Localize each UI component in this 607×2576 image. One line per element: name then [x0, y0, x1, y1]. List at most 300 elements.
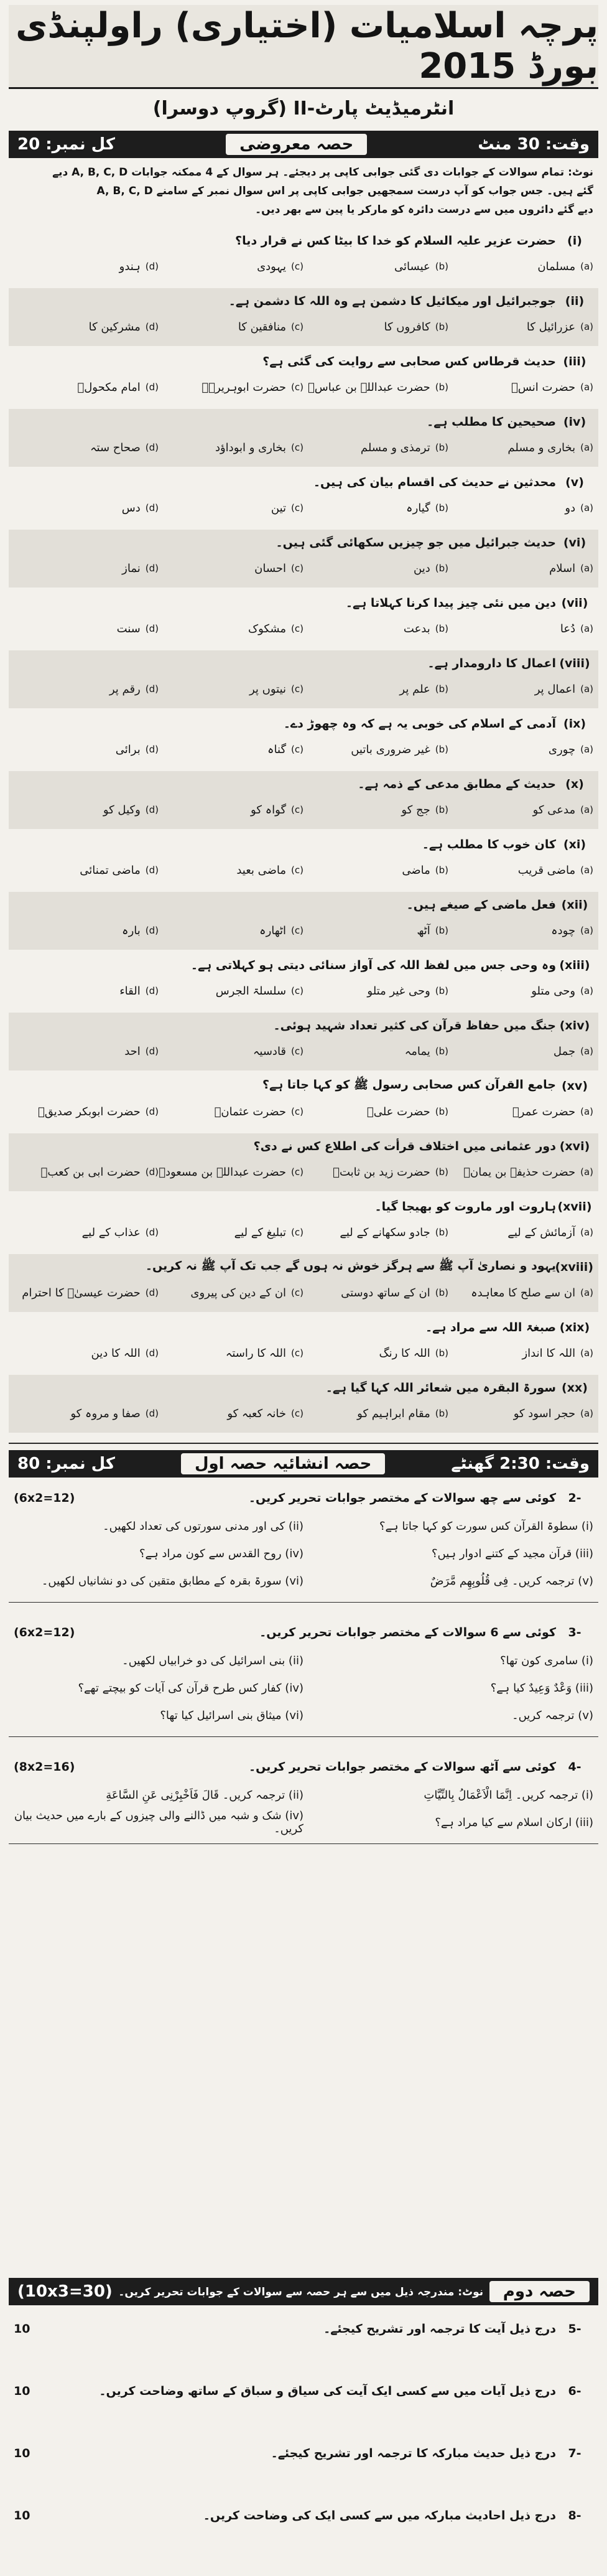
- mcq-option: [448, 743, 593, 756]
- subjective-item-row: [14, 1515, 593, 1537]
- question-marks: (8x2=16): [14, 1760, 75, 1774]
- long-question: [14, 2443, 593, 2464]
- mcq-options: [14, 557, 593, 579]
- option-text: جادو سکھانے کے لیے: [340, 1225, 430, 1239]
- option-text: مشرکین کا: [88, 320, 141, 334]
- mcq-question: [14, 894, 593, 916]
- option-text: صحاح ستہ: [90, 441, 141, 454]
- mcq-option: [448, 1347, 593, 1360]
- option-text: حضرت عمرؓ: [512, 1105, 576, 1118]
- mcq-option: [159, 260, 304, 273]
- part2-note: نوٹ: مندرجہ ذیل میں سے ہر حصہ سے سوالات کے جوابات تحریر کریں۔: [118, 2285, 484, 2298]
- mcq-option: [304, 321, 448, 334]
- objective-marks: کل نمبر: 20: [17, 135, 115, 154]
- subjective-item-row: [14, 1542, 593, 1565]
- question-marks: (6x2=12): [14, 1626, 75, 1639]
- mcq-text: حضرت عزیر علیہ السلام کو خدا کا بیٹا کس نے قرار دیا؟: [235, 234, 556, 248]
- objective-note: [14, 163, 593, 219]
- option-letter: (a): [580, 563, 593, 574]
- option-letter: (b): [435, 321, 448, 332]
- option-letter: (b): [435, 1408, 448, 1419]
- mcq-text: جامع القرآن کس صحابی رسول ﷺ کو کہا جاتا ہے؟: [262, 1078, 556, 1092]
- option-letter: (c): [291, 744, 304, 755]
- mcq-number: (vi): [563, 536, 586, 550]
- option-text: تین: [271, 501, 287, 515]
- option-letter: (c): [291, 382, 304, 393]
- mcq-options: [14, 980, 593, 1002]
- mcq-number: (xiii): [559, 958, 590, 972]
- subjective-item: (ii) کی اور مدنی سورتوں کی تعداد لکھیں۔: [103, 1519, 304, 1533]
- mcq-option: [448, 502, 593, 515]
- option-text: اللہ کا دین: [91, 1346, 141, 1360]
- option-letter: (a): [580, 261, 593, 272]
- option-text: تبلیغ کے لیے: [234, 1225, 287, 1239]
- option-text: اعمال پر: [534, 682, 576, 696]
- option-letter: (c): [291, 804, 304, 815]
- mcq-option: [14, 803, 159, 817]
- option-letter: (b): [435, 1166, 448, 1178]
- option-letter: (b): [435, 1287, 448, 1298]
- option-text: قادسیہ: [253, 1044, 287, 1058]
- option-letter: (c): [291, 683, 304, 695]
- mcq-question: [14, 230, 593, 251]
- mcq-option: [159, 381, 304, 394]
- mcq-option: [448, 683, 593, 696]
- mcq-option: [304, 1286, 448, 1300]
- mcq-text: محدثین نے حدیث کی اقسام بیان کی ہیں۔: [313, 475, 556, 489]
- mcq-text: ہاروت اور ماروت کو بھیجا گیا۔: [374, 1200, 556, 1214]
- option-letter: (b): [435, 683, 448, 695]
- mcq-option: [159, 1286, 304, 1300]
- option-text: چودہ: [551, 924, 576, 937]
- option-letter: (b): [435, 442, 448, 453]
- option-text: غیر ضروری باتیں: [351, 742, 430, 756]
- mcq-option: [448, 260, 593, 273]
- mcq-options: [14, 1402, 593, 1425]
- mcq-number: (xix): [559, 1321, 590, 1334]
- mcq-question: [14, 411, 593, 433]
- option-letter: (b): [435, 261, 448, 272]
- mcq-option: [304, 1105, 448, 1118]
- option-text: ان کے دین کی پیروی: [190, 1286, 287, 1300]
- subjective-time: وقت: 2:30 گھنٹے: [451, 1454, 590, 1473]
- subjective-item: (iii) ارکان اسلام سے کیا مراد ہے؟: [435, 1815, 593, 1829]
- mcq-option: [448, 381, 593, 394]
- mcq-question: [14, 592, 593, 614]
- question-marks: 10: [14, 2384, 30, 2398]
- option-letter: (d): [145, 1408, 159, 1419]
- mcq-option: [14, 864, 159, 877]
- option-letter: (c): [291, 442, 304, 453]
- mcq-number: (v): [565, 475, 584, 489]
- option-letter: (a): [580, 1106, 593, 1117]
- mcq-number: (iii): [563, 355, 586, 368]
- mcq-text: حدیث جبرائیل میں جو چیزیں سکھائی گئی ہیں۔: [276, 536, 556, 550]
- question-instruction: کوئی سے 6 سوالات کے مختصر جوابات تحریر کریں۔: [259, 1626, 556, 1639]
- mcq-option: [14, 562, 159, 575]
- option-text: وحی متلو: [531, 984, 576, 998]
- option-text: علم پر: [399, 682, 430, 696]
- option-letter: (a): [580, 864, 593, 876]
- subjective-divider: [9, 1602, 598, 1603]
- option-letter: (a): [580, 1287, 593, 1298]
- subjective-question-heading: [14, 1756, 593, 1777]
- mcq-text: جنگ میں حفاظ قرآن کی کثیر تعداد شہید ہوئی۔: [273, 1019, 556, 1033]
- option-text: امام مکحولؒ: [77, 380, 141, 394]
- mcq-option: [304, 985, 448, 998]
- subjective-item: (i) سامری کون تھا؟: [500, 1654, 593, 1667]
- mcq-option: [14, 622, 159, 635]
- mcq-question: [14, 351, 593, 372]
- option-letter: (a): [580, 925, 593, 936]
- mcq-option: [304, 924, 448, 937]
- option-text: حضرت ابوہریرہؓ: [202, 380, 287, 394]
- mcq-option: [159, 1407, 304, 1420]
- mcq-option: [14, 1407, 159, 1420]
- option-letter: (d): [145, 744, 159, 755]
- mcq-option: [448, 1286, 593, 1300]
- mcq-option: [304, 441, 448, 454]
- mcq-option: [448, 1407, 593, 1420]
- mcq-question: [14, 1015, 593, 1036]
- mcq-options: [14, 1161, 593, 1183]
- option-text: رقم پر: [109, 682, 141, 696]
- mcq-option: [14, 985, 159, 998]
- option-text: برائی: [115, 742, 141, 756]
- subjective-item: (iv) روح القدس سے کون مراد ہے؟: [139, 1547, 304, 1560]
- question-number: -8: [568, 2509, 582, 2522]
- mcq-text: کان خوب کا مطلب ہے۔: [422, 838, 556, 851]
- paper-title: پرچہ اسلامیات (اختیاری) راولپنڈی بورڈ 2015: [9, 5, 598, 89]
- subjective-item: (v) ترجمہ کریں۔ فِی قُلُوبِهِم مَّرَضٌ: [430, 1574, 593, 1588]
- mcq-text: حدیث قرطاس کس صحابی سے روایت کی گئی ہے؟: [262, 355, 556, 368]
- option-text: بخاری و ابوداؤد: [215, 441, 287, 454]
- option-letter: (a): [580, 1408, 593, 1419]
- option-letter: (a): [580, 321, 593, 332]
- mcq-option: [159, 803, 304, 817]
- option-text: مشکوک: [248, 622, 287, 635]
- option-letter: (c): [291, 1227, 304, 1238]
- subjective-header-bar: [9, 1450, 598, 1478]
- option-text: چوری: [548, 742, 576, 756]
- option-text: دُعا: [560, 622, 576, 635]
- mcq-number: (x): [565, 777, 584, 791]
- subjective-item: (vi) سورۃ بقرہ کے مطابق متقین کی دو نشانیاں لکھیں۔: [41, 1574, 304, 1588]
- option-text: ماضی تمنائی: [80, 863, 141, 877]
- subjective-item-row: [14, 1811, 593, 1834]
- mcq-options: [14, 1281, 593, 1304]
- mcq-option: [14, 743, 159, 756]
- subjective-divider: [9, 1736, 598, 1737]
- mcq-option: [14, 381, 159, 394]
- mcq-option: [304, 260, 448, 273]
- long-question: [14, 2381, 593, 2402]
- mcq-question: [14, 1377, 593, 1398]
- mcq-option: [304, 622, 448, 635]
- option-text: یمامہ: [404, 1044, 430, 1058]
- mcq-options: [14, 738, 593, 761]
- mcq-options: [14, 316, 593, 338]
- mcq-option: [159, 1105, 304, 1118]
- mcq-option: [159, 321, 304, 334]
- mcq-number: (xvi): [559, 1140, 590, 1153]
- option-text: حضرت زید بن ثابتؓ: [333, 1165, 430, 1179]
- option-text: مقام ابراہیم کو: [357, 1407, 430, 1420]
- subjective-item: (i) ترجمہ کریں۔ اِنَّمَا الْاَعْمَالُ بِالنِّيَّاتِ: [424, 1788, 593, 1802]
- option-letter: (d): [145, 442, 159, 453]
- option-text: گیارہ: [406, 501, 430, 515]
- option-letter: (a): [580, 683, 593, 695]
- option-text: منافقین کا: [238, 320, 287, 334]
- option-text: دو: [565, 501, 576, 515]
- option-letter: (d): [145, 623, 159, 634]
- subjective-item-row: [14, 1704, 593, 1726]
- option-letter: (c): [291, 502, 304, 513]
- mcq-number: (xviii): [555, 1260, 593, 1274]
- subjective-marks: کل نمبر: 80: [17, 1454, 115, 1473]
- mcq-option: [448, 924, 593, 937]
- mcq-option: [304, 1407, 448, 1420]
- mcq-option: [14, 1166, 159, 1179]
- mcq-option: [159, 743, 304, 756]
- option-text: احد: [124, 1044, 141, 1058]
- option-letter: (d): [145, 1106, 159, 1117]
- mcq-text: سورۃ البقرہ میں شعائر اللہ کہا گیا ہے۔: [325, 1381, 556, 1395]
- subjective-item: (iii) وَعْدٌ وَعِيدٌ کیا ہے؟: [490, 1681, 593, 1695]
- option-letter: (a): [580, 623, 593, 634]
- option-text: حضرت عبداللہ بن مسعودؓ: [159, 1165, 287, 1179]
- option-letter: (d): [145, 1166, 159, 1178]
- option-text: گناہ: [267, 742, 287, 756]
- subjective-divider: [9, 1843, 598, 1844]
- mcq-options: [14, 436, 593, 459]
- mcq-option: [14, 1226, 159, 1239]
- option-text: بخاری و مسلم: [507, 441, 576, 454]
- mcq-option: [448, 864, 593, 877]
- option-letter: (c): [291, 1106, 304, 1117]
- question-number: -7: [568, 2447, 582, 2460]
- mcq-text: وہ وحی جس میں لفظ اللہ کی آواز سنائی دیتی ہو کہلاتی ہے۔: [190, 958, 556, 972]
- mcq-option: [448, 803, 593, 817]
- subjective-item-row: [14, 1570, 593, 1592]
- option-letter: (c): [291, 925, 304, 936]
- option-text: ہندو: [119, 260, 141, 273]
- option-letter: (b): [435, 744, 448, 755]
- mcq-option: [304, 1226, 448, 1239]
- option-text: حضرت انسؓ: [511, 380, 576, 394]
- option-text: اسلام: [549, 561, 576, 575]
- objective-time: وقت: 30 منٹ: [478, 135, 590, 154]
- part2-section-title: حصہ دوم: [489, 2281, 590, 2302]
- mcq-option: [304, 1166, 448, 1179]
- mcq-option: [14, 1347, 159, 1360]
- paper-subtitle: انٹرمیڈیٹ پارٹ-II (گروپ دوسرا): [152, 97, 455, 119]
- mcq-text: دین میں نئی چیز پیدا کرنا کہلاتا ہے۔: [345, 596, 556, 610]
- question-instruction: کوئی سے آٹھ سوالات کے مختصر جوابات تحریر کریں۔: [248, 1760, 556, 1774]
- option-letter: (c): [291, 1046, 304, 1057]
- mcq-text: صحیحین کا مطلب ہے۔: [427, 415, 556, 429]
- mcq-options: [14, 1342, 593, 1364]
- option-text: کافروں کا: [384, 320, 430, 334]
- option-letter: (d): [145, 321, 159, 332]
- option-letter: (a): [580, 502, 593, 513]
- option-letter: (d): [145, 261, 159, 272]
- mcq-number: (xv): [561, 1079, 588, 1093]
- option-text: حضرت عیسیٰؑ کا احترام: [22, 1286, 141, 1300]
- option-text: عیسائی: [394, 260, 430, 273]
- option-letter: (d): [145, 502, 159, 513]
- note-line: نوٹ: تمام سوالات کے جوابات دی گئی جوابی کاپی پر دیجئے۔ ہر سوال کے 4 ممکنہ جوابات A, B, C, D دیے: [52, 166, 593, 179]
- option-text: وحی غیر متلو: [367, 984, 430, 998]
- mcq-option: [448, 1226, 593, 1239]
- option-letter: (b): [435, 502, 448, 513]
- option-letter: (d): [145, 985, 159, 996]
- mcq-option: [14, 683, 159, 696]
- long-question: [14, 2318, 593, 2339]
- mcq-options: [14, 799, 593, 821]
- question-instruction: کوئی سے چھ سوالات کے مختصر جوابات تحریر کریں۔: [248, 1491, 556, 1505]
- option-letter: (a): [580, 1227, 593, 1238]
- option-text: آٹھ: [417, 924, 430, 937]
- option-text: حضرت عثمانؓ: [214, 1105, 287, 1118]
- option-letter: (d): [145, 1347, 159, 1359]
- mcq-text: فعل ماضی کے صیغے ہیں۔: [406, 898, 556, 912]
- mcq-option: [448, 622, 593, 635]
- mcq-option: [159, 1166, 304, 1179]
- option-text: حضرت عبداللہ بن عباسؓ: [307, 380, 430, 394]
- mcq-question: [14, 1075, 593, 1097]
- long-question: [14, 2505, 593, 2526]
- subjective-item: (v) ترجمہ کریں۔: [512, 1708, 593, 1722]
- mcq-option: [448, 985, 593, 998]
- subjective-question-heading: [14, 1487, 593, 1509]
- mcq-question: [14, 1317, 593, 1338]
- mcq-text: جوجبرائیل اور میکائیل کا دشمن ہے وہ اللہ کا دشمن ہے۔: [228, 294, 556, 308]
- mcq-options: [14, 1100, 593, 1123]
- mcq-option: [14, 260, 159, 273]
- mcq-option: [159, 1347, 304, 1360]
- option-letter: (c): [291, 864, 304, 876]
- option-text: بارہ: [122, 924, 141, 937]
- mcq-option: [159, 1045, 304, 1058]
- mcq-option: [448, 1045, 593, 1058]
- option-text: ماضی: [402, 863, 430, 877]
- mcq-number: (xx): [562, 1381, 588, 1395]
- mcq-number: (iv): [563, 415, 586, 429]
- subjective-item-row: [14, 1649, 593, 1672]
- question-instruction: درج ذیل حدیث مبارکہ کا ترجمہ اور تشریح کیجئے۔: [271, 2447, 556, 2460]
- mcq-option: [14, 441, 159, 454]
- mcq-option: [304, 562, 448, 575]
- mcq-option: [448, 321, 593, 334]
- subjective-item: (vi) میثاق بنی اسرائیل کیا تھا؟: [160, 1708, 304, 1722]
- option-text: ترمذی و مسلم: [360, 441, 430, 454]
- mcq-number: (vii): [561, 596, 588, 610]
- question-number: -4: [568, 1760, 582, 1774]
- option-letter: (b): [435, 1046, 448, 1057]
- mcq-option: [14, 502, 159, 515]
- option-text: اٹھارہ: [259, 924, 287, 937]
- option-text: حضرت علیؓ: [366, 1105, 430, 1118]
- mcq-options: [14, 376, 593, 398]
- mcq-options: [14, 678, 593, 700]
- mcq-option: [304, 803, 448, 817]
- option-text: بدعت: [403, 622, 430, 635]
- mcq-number: (xi): [563, 838, 586, 851]
- mcq-option: [304, 381, 448, 394]
- subjective-item-row: [14, 1677, 593, 1699]
- option-letter: (a): [580, 744, 593, 755]
- option-letter: (c): [291, 623, 304, 634]
- option-text: القاء: [119, 984, 141, 998]
- mcq-number: (xii): [561, 898, 588, 912]
- option-text: مدعی کو: [532, 803, 576, 817]
- question-instruction: درج ذیل آیات میں سے کسی ایک آیت کی سیاق و سباق کے ساتھ وضاحت کریں۔: [99, 2384, 556, 2398]
- option-letter: (a): [580, 1046, 593, 1057]
- option-letter: (a): [580, 804, 593, 815]
- subjective-question-heading: [14, 1622, 593, 1643]
- subjective-section-title: حصہ انشائیہ حصہ اول: [181, 1453, 385, 1474]
- question-marks: 10: [14, 2447, 30, 2460]
- option-letter: (d): [145, 382, 159, 393]
- mcq-question: [14, 472, 593, 493]
- mcq-option: [304, 683, 448, 696]
- question-marks: 10: [14, 2322, 30, 2336]
- mcq-option: [159, 924, 304, 937]
- option-letter: (c): [291, 261, 304, 272]
- option-letter: (c): [291, 1347, 304, 1359]
- mcq-option: [159, 562, 304, 575]
- mcq-option: [159, 864, 304, 877]
- mcq-options: [14, 919, 593, 942]
- mcq-question: [14, 532, 593, 553]
- subjective-item-row: [14, 1784, 593, 1806]
- mcq-option: [448, 562, 593, 575]
- option-text: گواہ کو: [251, 803, 287, 817]
- option-letter: (b): [435, 864, 448, 876]
- mcq-question: [14, 291, 593, 312]
- mcq-options: [14, 859, 593, 881]
- mcq-end-rule: [9, 1443, 598, 1444]
- question-number: -6: [568, 2384, 582, 2398]
- option-letter: (a): [580, 985, 593, 996]
- option-letter: (d): [145, 563, 159, 574]
- mcq-question: [14, 774, 593, 795]
- option-text: اللہ کا رنگ: [379, 1346, 430, 1360]
- option-letter: (b): [435, 1227, 448, 1238]
- mcq-options: [14, 1221, 593, 1244]
- option-text: سلسلۃ الجرس: [215, 984, 287, 998]
- option-text: صفا و مروہ کو: [70, 1407, 141, 1420]
- mcq-options: [14, 497, 593, 519]
- subjective-item: (ii) بنی اسرائیل کی دو خرابیاں لکھیں۔: [122, 1654, 304, 1667]
- option-text: دین: [414, 561, 430, 575]
- option-text: نماز: [122, 561, 141, 575]
- option-text: آزمائش کے لیے: [507, 1225, 576, 1239]
- mcq-number: (xvii): [557, 1200, 592, 1214]
- option-text: جمل: [553, 1044, 576, 1058]
- mcq-question: [14, 955, 593, 976]
- option-text: ماضی بعید: [236, 863, 287, 877]
- mcq-number: (viii): [559, 657, 590, 670]
- question-number: -2: [568, 1491, 582, 1505]
- option-text: حجر اسود کو: [513, 1407, 576, 1420]
- question-instruction: درج ذیل احادیث مبارکہ میں سے کسی ایک کی وضاحت کریں۔: [203, 2509, 556, 2522]
- part2-marks: (10x3=30): [17, 2282, 113, 2301]
- question-instruction: درج ذیل آیت کا ترجمہ اور تشریح کیجئے۔: [323, 2322, 556, 2336]
- option-letter: (d): [145, 683, 159, 695]
- option-text: ان کے ساتھ دوستی: [341, 1286, 430, 1300]
